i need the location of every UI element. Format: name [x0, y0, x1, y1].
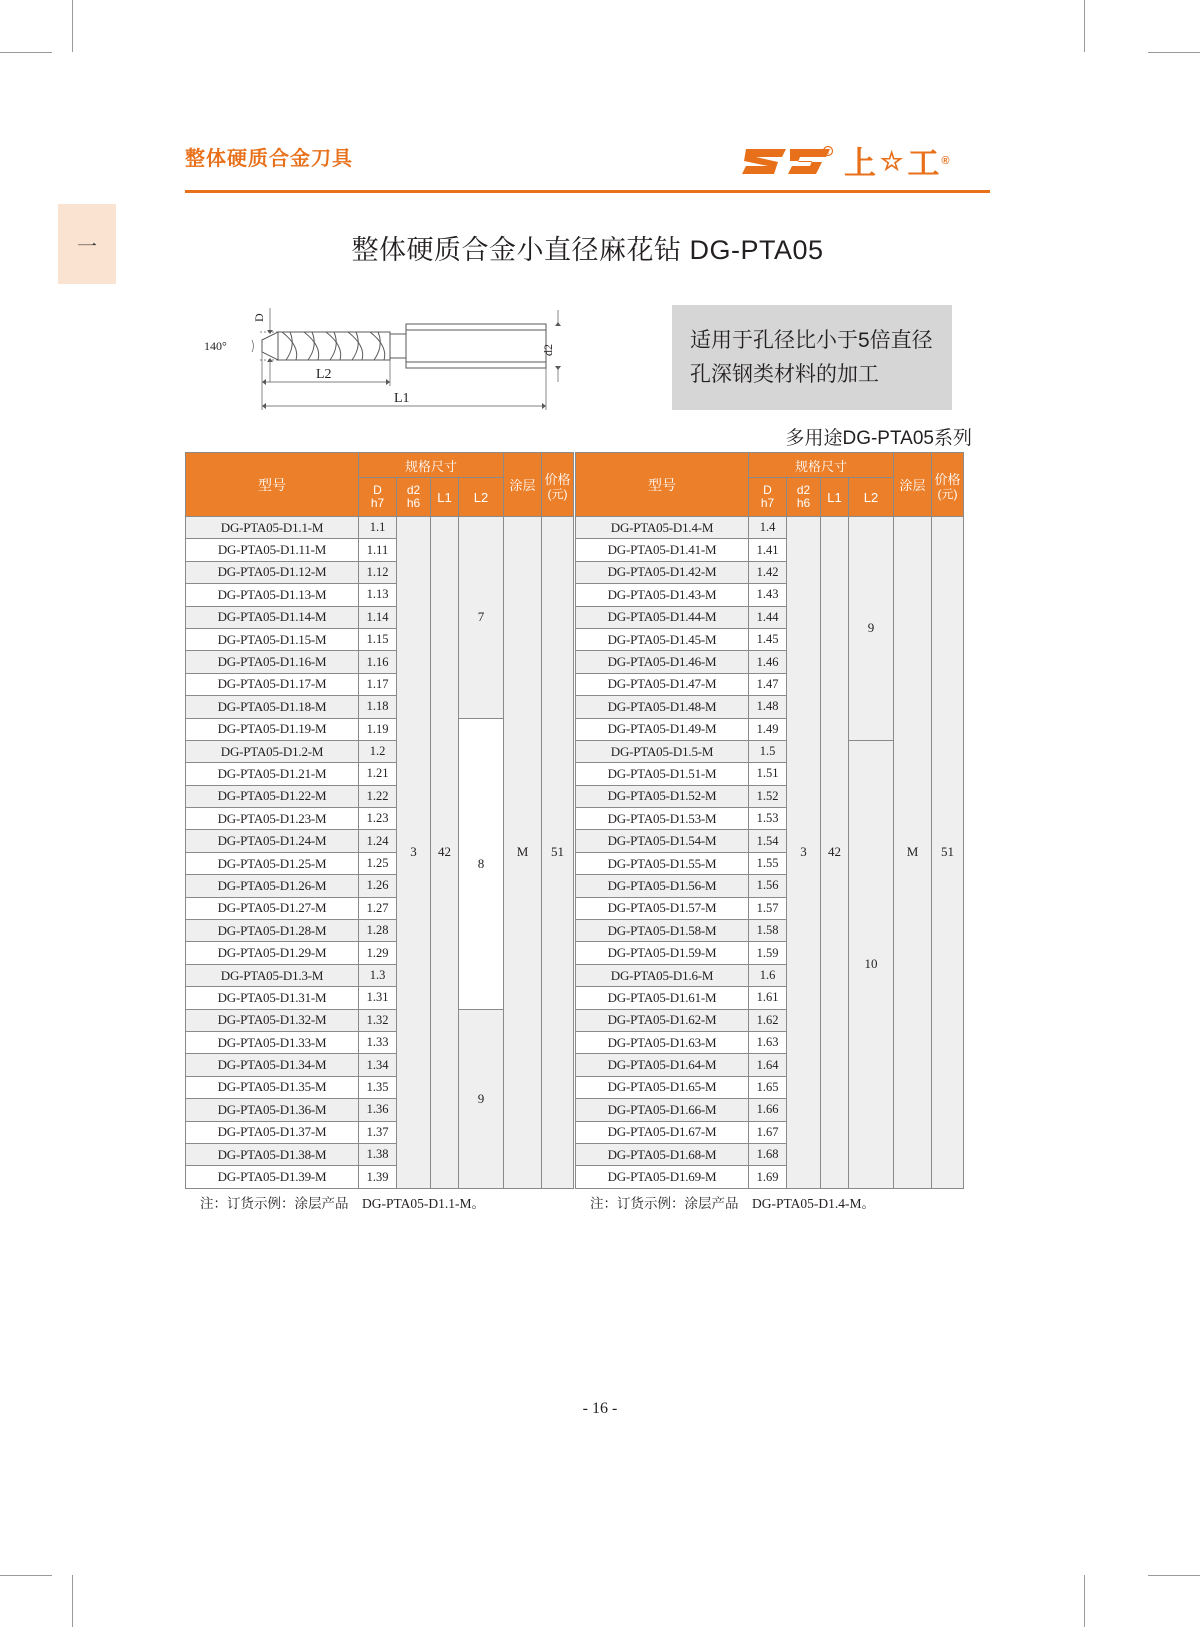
cell-diameter: 1.66 — [749, 1099, 787, 1121]
th-d2 — [787, 478, 821, 517]
page-title: 整体硬质合金小直径麻花钻 DG-PTA05 — [351, 235, 824, 265]
svg-text:L1: L1 — [394, 391, 410, 406]
cell-diameter: 1.49 — [749, 718, 787, 740]
cell-diameter: 1.57 — [749, 897, 787, 919]
th-l2: L2 — [849, 478, 894, 517]
cell-model: DG-PTA05-D1.24-M — [186, 830, 359, 852]
th-price-unit: (元) — [937, 486, 958, 501]
cell-model: DG-PTA05-D1.64-M — [576, 1054, 749, 1076]
cell-model: DG-PTA05-D1.58-M — [576, 920, 749, 942]
cell-model: DG-PTA05-D1.28-M — [186, 920, 359, 942]
cell-model: DG-PTA05-D1.61-M — [576, 987, 749, 1009]
th-price-label: 价格 — [544, 471, 571, 487]
header-title: 整体硬质合金刀具 — [185, 148, 353, 170]
cell-model: DG-PTA05-D1.36-M — [186, 1099, 359, 1121]
cell-shank-diameter: 3 — [397, 517, 431, 1189]
th-d-symbol: D — [373, 483, 382, 497]
cell-model: DG-PTA05-D1.52-M — [576, 785, 749, 807]
cell-model: DG-PTA05-D1.3-M — [186, 964, 359, 986]
th-d2-tol: h6 — [406, 496, 421, 510]
cell-diameter: 1.34 — [359, 1054, 397, 1076]
cell-model: DG-PTA05-D1.14-M — [186, 606, 359, 628]
cell-diameter: 1.54 — [749, 830, 787, 852]
cell-diameter: 1.43 — [749, 584, 787, 606]
cell-model: DG-PTA05-D1.68-M — [576, 1143, 749, 1165]
cell-diameter: 1.24 — [359, 830, 397, 852]
cell-diameter: 1.58 — [749, 920, 787, 942]
cell-diameter: 1.35 — [359, 1076, 397, 1098]
cell-model: DG-PTA05-D1.59-M — [576, 942, 749, 964]
cell-model: DG-PTA05-D1.12-M — [186, 561, 359, 583]
cell-diameter: 1.62 — [749, 1009, 787, 1031]
cell-diameter: 1.16 — [359, 651, 397, 673]
cell-diameter: 1.41 — [749, 539, 787, 561]
cell-model: DG-PTA05-D1.19-M — [186, 718, 359, 740]
cell-diameter: 1.61 — [749, 987, 787, 1009]
crop-mark — [0, 52, 52, 53]
order-example-note-left: 注：订货示例：涂层产品 DG-PTA05-D1.1-M。 — [200, 1196, 486, 1211]
order-example-note-right: 注：订货示例：涂层产品 DG-PTA05-D1.4-M。 — [590, 1196, 876, 1211]
th-d-tol: h7 — [370, 496, 385, 510]
svg-text:d2: d2 — [541, 344, 555, 356]
cell-diameter: 1.1 — [359, 517, 397, 539]
th-model: 型号 — [576, 453, 749, 517]
cell-diameter: 1.22 — [359, 785, 397, 807]
cell-model: DG-PTA05-D1.67-M — [576, 1121, 749, 1143]
cell-model: DG-PTA05-D1.35-M — [186, 1076, 359, 1098]
cell-diameter: 1.2 — [359, 740, 397, 762]
cell-diameter: 1.33 — [359, 1031, 397, 1053]
cell-model: DG-PTA05-D1.27-M — [186, 897, 359, 919]
cell-diameter: 1.37 — [359, 1121, 397, 1143]
cell-model: DG-PTA05-D1.62-M — [576, 1009, 749, 1031]
cell-diameter: 1.23 — [359, 808, 397, 830]
cell-diameter: 1.5 — [749, 740, 787, 762]
logo-char-shang: 上 — [844, 145, 879, 181]
section-tab-label: 一 — [77, 235, 97, 258]
cell-coating-grade: M — [894, 517, 932, 1189]
cell-model: DG-PTA05-D1.2-M — [186, 740, 359, 762]
crop-mark — [1148, 1575, 1200, 1576]
cell-diameter: 1.48 — [749, 696, 787, 718]
cell-model: DG-PTA05-D1.49-M — [576, 718, 749, 740]
cell-model: DG-PTA05-D1.69-M — [576, 1166, 749, 1188]
crop-mark — [0, 1575, 52, 1576]
crop-mark — [72, 0, 73, 52]
cell-diameter: 1.12 — [359, 561, 397, 583]
cell-diameter: 1.21 — [359, 763, 397, 785]
spec-table-left — [185, 452, 574, 1189]
spec-table-left-wrapper — [185, 452, 574, 1189]
spec-table-right-body — [576, 517, 964, 1189]
cell-flute-length: 7 — [459, 517, 504, 719]
cell-model: DG-PTA05-D1.16-M — [186, 651, 359, 673]
sg-logo-icon — [742, 141, 834, 181]
th-coating: 涂层 — [894, 453, 932, 517]
spec-table-left-body — [186, 517, 574, 1189]
th-d-symbol: D — [763, 483, 772, 497]
page-footer: - 16 - — [582, 1400, 618, 1417]
cell-model: DG-PTA05-D1.18-M — [186, 696, 359, 718]
cell-diameter: 1.39 — [359, 1166, 397, 1188]
svg-text:R: R — [825, 150, 830, 156]
th-model: 型号 — [186, 453, 359, 517]
cell-model: DG-PTA05-D1.57-M — [576, 897, 749, 919]
cell-diameter: 1.67 — [749, 1121, 787, 1143]
cell-model: DG-PTA05-D1.1-M — [186, 517, 359, 539]
crop-mark — [1084, 0, 1085, 52]
registered-icon: ® — [941, 155, 952, 167]
cell-diameter: 1.36 — [359, 1099, 397, 1121]
cell-flute-length: 8 — [459, 718, 504, 1009]
cell-model: DG-PTA05-D1.25-M — [186, 852, 359, 874]
cell-model: DG-PTA05-D1.21-M — [186, 763, 359, 785]
cell-diameter: 1.4 — [749, 517, 787, 539]
cell-model: DG-PTA05-D1.63-M — [576, 1031, 749, 1053]
cell-diameter: 1.31 — [359, 987, 397, 1009]
svg-text:L2: L2 — [316, 367, 332, 382]
cell-diameter: 1.17 — [359, 673, 397, 695]
th-d2-symbol: d2 — [796, 483, 811, 497]
cell-model: DG-PTA05-D1.23-M — [186, 808, 359, 830]
cell-model: DG-PTA05-D1.26-M — [186, 875, 359, 897]
cell-coating-grade: M — [504, 517, 542, 1189]
spec-table-right: 型号 规格尺寸 涂层 价格 (元) D h7 d2 h6 L1 L2 牌号 DG-PTA05-D1.4-M 1.4 3 42 9 M 51 DG-PTA05-D1.41-M 1.41 DG-PTA05-D1.42-M 1.42 DG-PTA05-D1.43-M 1.43 DG-PTA05-D1.44-M 1.44 DG-PTA05-D1.45-M 1.45 DG-PTA05-D1.46-M 1.46 DG-PTA05-D1.47-M 1.47 DG-PTA05-D1.48-M 1.48 DG-PTA05-D1.49-M 1.49 DG-PTA05-D1.5-M 1.5 10 DG-PTA05-D1.51-M 1.51 DG-PTA05-D1.52-M 1.52 DG-PTA05-D1.53-M 1.53 DG-PTA05-D1.54-M 1.54 DG-PTA05-D1.55-M 1.55 DG-PTA05-D1.56-M 1.56 DG-PTA05-D1.57-M 1.57 DG-PTA05-D1.58-M 1.58 DG-PTA05-D1.59-M 1.59 DG-PTA05-D1.6-M 1.6 DG-PTA05-D1.61-M 1.61 DG-PTA05-D1.62-M 1.62 DG-PTA05-D1.63-M 1.63 DG-PTA05-D1.64-M 1.64 DG-PTA05-D1.65-M 1.65 DG-PTA05-D1.66-M 1.66 DG-PTA05-D1.67-M 1.67 DG-PTA05-D1.68-M 1.68 DG-PTA05-D1.69-M 1.69 — [575, 452, 964, 1189]
cell-model: DG-PTA05-D1.39-M — [186, 1166, 359, 1188]
section-tab — [58, 204, 116, 284]
cell-diameter: 1.29 — [359, 942, 397, 964]
header-divider — [185, 190, 990, 193]
cell-total-length: 42 — [821, 517, 849, 1189]
cell-model: DG-PTA05-D1.54-M — [576, 830, 749, 852]
cell-model: DG-PTA05-D1.44-M — [576, 606, 749, 628]
cell-model: DG-PTA05-D1.65-M — [576, 1076, 749, 1098]
th-d — [749, 478, 787, 517]
cell-diameter: 1.19 — [359, 718, 397, 740]
cell-diameter: 1.38 — [359, 1143, 397, 1165]
cell-diameter: 1.6 — [749, 964, 787, 986]
cell-model: DG-PTA05-D1.15-M — [186, 628, 359, 650]
cell-diameter: 1.69 — [749, 1166, 787, 1188]
cell-diameter: 1.25 — [359, 852, 397, 874]
logo-text — [844, 138, 951, 184]
cell-diameter: 1.15 — [359, 628, 397, 650]
cell-price: 51 — [932, 517, 964, 1189]
cell-diameter: 1.11 — [359, 539, 397, 561]
cell-total-length: 42 — [431, 517, 459, 1189]
cell-model: DG-PTA05-D1.38-M — [186, 1143, 359, 1165]
cell-model: DG-PTA05-D1.55-M — [576, 852, 749, 874]
cell-diameter: 1.46 — [749, 651, 787, 673]
cell-model: DG-PTA05-D1.41-M — [576, 539, 749, 561]
cell-diameter: 1.68 — [749, 1143, 787, 1165]
cell-model: DG-PTA05-D1.42-M — [576, 561, 749, 583]
cell-diameter: 1.18 — [359, 696, 397, 718]
brand-logo — [742, 138, 982, 184]
th-d2-tol: h6 — [796, 496, 811, 510]
cell-model: DG-PTA05-D1.11-M — [186, 539, 359, 561]
cell-model: DG-PTA05-D1.29-M — [186, 942, 359, 964]
th-spec: 规格尺寸 — [749, 453, 894, 478]
cell-flute-length: 9 — [849, 517, 894, 741]
application-note-text: 适用于孔径比小于5倍直径孔深钢类材料的加工 — [690, 328, 933, 386]
cell-model: DG-PTA05-D1.46-M — [576, 651, 749, 673]
th-d-tol: h7 — [760, 496, 775, 510]
cell-flute-length: 9 — [459, 1009, 504, 1188]
th-price — [542, 453, 574, 517]
cell-diameter: 1.53 — [749, 808, 787, 830]
cell-model: DG-PTA05-D1.43-M — [576, 584, 749, 606]
cell-diameter: 1.45 — [749, 628, 787, 650]
cell-model: DG-PTA05-D1.22-M — [186, 785, 359, 807]
cell-model: DG-PTA05-D1.31-M — [186, 987, 359, 1009]
th-price-unit: (元) — [547, 486, 568, 501]
crop-mark — [72, 1575, 73, 1627]
cell-model: DG-PTA05-D1.34-M — [186, 1054, 359, 1076]
th-l2: L2 — [459, 478, 504, 517]
th-spec: 规格尺寸 — [359, 453, 504, 478]
cell-model: DG-PTA05-D1.17-M — [186, 673, 359, 695]
cell-model: DG-PTA05-D1.5-M — [576, 740, 749, 762]
drill-technical-drawing — [200, 290, 630, 425]
th-l1: L1 — [821, 478, 849, 517]
cell-model: DG-PTA05-D1.56-M — [576, 875, 749, 897]
cell-model: DG-PTA05-D1.4-M — [576, 517, 749, 539]
cell-price: 51 — [542, 517, 574, 1189]
spec-table-right-wrapper — [575, 452, 978, 1189]
cell-model: DG-PTA05-D1.47-M — [576, 673, 749, 695]
cell-model: DG-PTA05-D1.32-M — [186, 1009, 359, 1031]
cell-diameter: 1.3 — [359, 964, 397, 986]
cell-model: DG-PTA05-D1.33-M — [186, 1031, 359, 1053]
cell-diameter: 1.64 — [749, 1054, 787, 1076]
star-icon: ☆ — [880, 145, 906, 176]
cell-diameter: 1.55 — [749, 852, 787, 874]
th-coating: 涂层 — [504, 453, 542, 517]
th-d2 — [397, 478, 431, 517]
cell-diameter: 1.28 — [359, 920, 397, 942]
th-price — [932, 453, 964, 517]
cell-model: DG-PTA05-D1.51-M — [576, 763, 749, 785]
table-row — [186, 517, 574, 539]
series-label: 多用途DG-PTA05系列 — [785, 428, 972, 449]
cell-diameter: 1.14 — [359, 606, 397, 628]
cell-diameter: 1.47 — [749, 673, 787, 695]
svg-text:140°: 140° — [204, 339, 227, 353]
cell-diameter: 1.65 — [749, 1076, 787, 1098]
cell-model: DG-PTA05-D1.6-M — [576, 964, 749, 986]
table-row — [576, 517, 964, 539]
cell-model: DG-PTA05-D1.66-M — [576, 1099, 749, 1121]
th-d2-symbol: d2 — [406, 483, 421, 497]
cell-diameter: 1.56 — [749, 875, 787, 897]
th-l1: L1 — [431, 478, 459, 517]
cell-model: DG-PTA05-D1.45-M — [576, 628, 749, 650]
cell-diameter: 1.32 — [359, 1009, 397, 1031]
cell-diameter: 1.59 — [749, 942, 787, 964]
cell-diameter: 1.44 — [749, 606, 787, 628]
cell-diameter: 1.42 — [749, 561, 787, 583]
cell-model: DG-PTA05-D1.37-M — [186, 1121, 359, 1143]
cell-model: DG-PTA05-D1.48-M — [576, 696, 749, 718]
cell-flute-length: 10 — [849, 740, 894, 1188]
crop-mark — [1084, 1575, 1085, 1627]
cell-diameter: 1.27 — [359, 897, 397, 919]
th-d — [359, 478, 397, 517]
cell-diameter: 1.63 — [749, 1031, 787, 1053]
svg-text:D: D — [252, 313, 266, 322]
cell-diameter: 1.52 — [749, 785, 787, 807]
th-price-label: 价格 — [934, 471, 961, 487]
cell-model: DG-PTA05-D1.53-M — [576, 808, 749, 830]
cell-shank-diameter: 3 — [787, 517, 821, 1189]
cell-diameter: 1.13 — [359, 584, 397, 606]
cell-diameter: 1.51 — [749, 763, 787, 785]
logo-char-gong: 工 — [907, 145, 942, 181]
crop-mark — [1148, 52, 1200, 53]
cell-diameter: 1.26 — [359, 875, 397, 897]
cell-model: DG-PTA05-D1.13-M — [186, 584, 359, 606]
application-note-box — [672, 305, 952, 410]
